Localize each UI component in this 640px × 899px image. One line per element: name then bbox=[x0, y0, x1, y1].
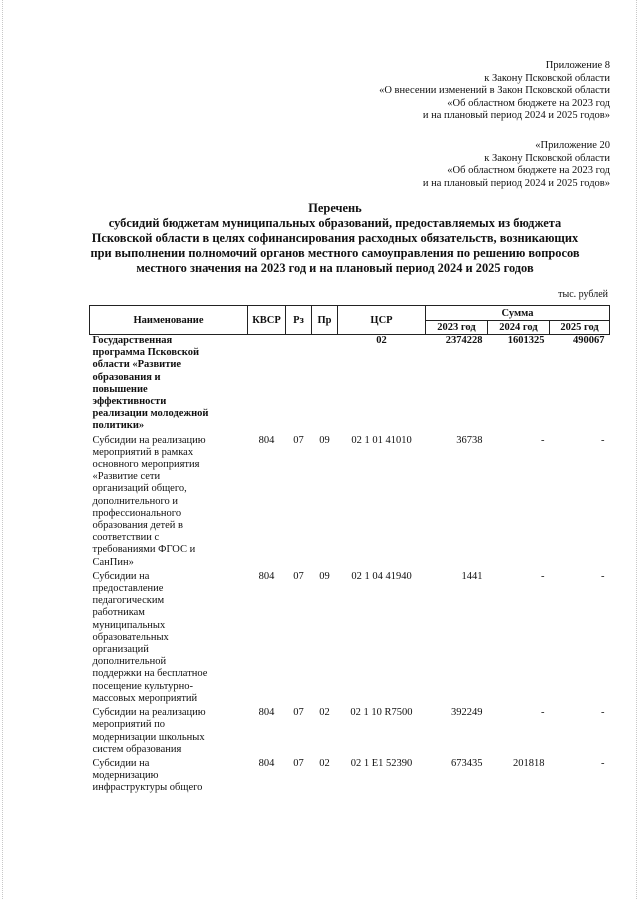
name-line: основного мероприятия bbox=[92, 459, 200, 471]
name-line: муниципальных bbox=[92, 619, 166, 631]
row-kvsr: 804 bbox=[258, 570, 275, 582]
name-line: Субсидии на bbox=[92, 570, 150, 582]
name-line: Субсидии на реализацию bbox=[92, 434, 206, 446]
name-line: программа Псковской bbox=[92, 347, 200, 359]
row-csr: 02 1 01 41010 bbox=[351, 434, 412, 446]
name-line: мероприятий в рамках bbox=[92, 446, 194, 458]
header-2023: 2023 год bbox=[426, 321, 488, 335]
row-rz: 07 bbox=[293, 434, 304, 446]
header-csr: ЦСР bbox=[338, 306, 426, 335]
appendix-8-block bbox=[379, 60, 610, 123]
row-2024: - bbox=[541, 434, 545, 446]
row-2023: 2374228 bbox=[445, 335, 483, 346]
name-line: педагогическим bbox=[92, 595, 165, 607]
row-kvsr: 804 bbox=[258, 757, 275, 769]
name-line: инфраструктуры общего bbox=[92, 782, 203, 794]
appendix-line: и на плановый период 2024 и 2025 годов» bbox=[422, 110, 610, 122]
table-row bbox=[90, 435, 610, 571]
header-rz: Рз bbox=[286, 306, 312, 335]
name-line: организаций общего, bbox=[92, 483, 187, 495]
name-line: массовых мероприятий bbox=[92, 692, 198, 704]
row-csr: 02 1 04 41940 bbox=[351, 570, 412, 582]
row-rz: 07 bbox=[293, 757, 304, 769]
name-line: Субсидии на реализацию bbox=[92, 707, 206, 719]
row-2023: 392249 bbox=[451, 707, 483, 719]
row-pr: 09 bbox=[319, 434, 330, 446]
row-csr: 02 1 10 R7500 bbox=[350, 707, 413, 719]
name-line: требованиями ФГОС и bbox=[92, 544, 196, 556]
appendix-line: и на плановый период 2024 и 2025 годов» bbox=[422, 177, 610, 189]
name-line: посещение культурно- bbox=[92, 680, 194, 692]
appendix-20-block bbox=[423, 140, 610, 190]
appendix-line: «Приложение 20 bbox=[535, 140, 610, 151]
row-name bbox=[90, 435, 248, 571]
row-2025: 490067 bbox=[573, 335, 605, 346]
header-pr: Пр bbox=[312, 306, 338, 335]
row-2025: - bbox=[601, 707, 605, 719]
name-line: образования детей в bbox=[92, 520, 183, 532]
subsidies-table bbox=[89, 305, 610, 797]
scan-edge-left bbox=[2, 0, 3, 899]
name-line: организаций bbox=[92, 644, 149, 656]
row-2025: - bbox=[601, 757, 605, 769]
appendix-line: «Об областном бюджете на 2023 год bbox=[447, 165, 610, 177]
row-rz bbox=[286, 335, 312, 435]
header-name: Наименование bbox=[90, 306, 248, 335]
appendix-line: «Об областном бюджете на 2023 год bbox=[447, 97, 610, 109]
name-line: политики» bbox=[92, 420, 145, 432]
row-name bbox=[90, 758, 248, 797]
scan-edge-right bbox=[636, 0, 637, 899]
name-line: СанПин» bbox=[92, 556, 134, 568]
appendix-line: «О внесении изменений в Закон Псковской области bbox=[379, 85, 610, 97]
document-title bbox=[60, 201, 610, 276]
row-2023: 36738 bbox=[456, 434, 483, 446]
row-rz: 07 bbox=[293, 570, 304, 582]
row-kvsr bbox=[248, 335, 286, 435]
row-kvsr: 804 bbox=[258, 707, 275, 719]
name-line: Государственная bbox=[92, 335, 173, 346]
row-kvsr: 804 bbox=[258, 434, 275, 446]
table-row bbox=[90, 571, 610, 707]
appendix-line: к Закону Псковской области bbox=[484, 152, 610, 164]
row-2025: - bbox=[601, 570, 605, 582]
row-pr bbox=[312, 335, 338, 435]
row-2024: - bbox=[541, 570, 545, 582]
table-row bbox=[90, 758, 610, 797]
row-name bbox=[90, 335, 248, 435]
name-line: работникам bbox=[92, 607, 145, 619]
name-line: Субсидии на bbox=[92, 757, 150, 769]
name-line: образования и bbox=[92, 371, 161, 383]
row-pr: 02 bbox=[319, 757, 330, 769]
row-2025: - bbox=[601, 434, 605, 446]
header-2025: 2025 год bbox=[550, 321, 610, 335]
row-2023: 1441 bbox=[461, 570, 483, 582]
header-2024: 2024 год bbox=[488, 321, 550, 335]
name-line: мероприятий по bbox=[92, 719, 165, 731]
row-name bbox=[90, 571, 248, 707]
title-line: субсидий бюджетам муниципальных образований, предоставляемых из бюджета bbox=[108, 216, 562, 230]
row-csr: 02 bbox=[376, 335, 387, 346]
row-2023: 673435 bbox=[451, 757, 483, 769]
name-line: эффективности bbox=[92, 396, 167, 408]
name-line: области «Развитие bbox=[92, 359, 182, 371]
name-line: реализации молодежной bbox=[92, 408, 209, 420]
row-pr: 09 bbox=[319, 570, 330, 582]
name-line: систем образования bbox=[92, 743, 182, 755]
name-line: модернизации школьных bbox=[92, 731, 205, 743]
row-2024: 1601325 bbox=[507, 335, 545, 346]
name-line: образовательных bbox=[92, 631, 169, 643]
header-sum: Сумма bbox=[426, 306, 610, 321]
unit-label: тыс. рублей bbox=[558, 289, 608, 300]
name-line: «Развитие сети bbox=[92, 471, 161, 483]
header-kvsr: КВСР bbox=[248, 306, 286, 335]
title-line: местного значения на 2023 год и на плановый период 2024 и 2025 годов bbox=[136, 261, 534, 275]
title-line: при выполнении полномочий органов местного самоуправления по решению вопросов bbox=[90, 246, 580, 260]
name-line: дополнительной bbox=[92, 656, 167, 668]
name-line: поддержки на бесплатное bbox=[92, 668, 208, 680]
row-2024: - bbox=[541, 707, 545, 719]
table-row bbox=[90, 707, 610, 758]
row-rz: 07 bbox=[293, 707, 304, 719]
row-csr: 02 1 E1 52390 bbox=[350, 757, 413, 769]
name-line: модернизацию bbox=[92, 770, 159, 782]
name-line: повышение bbox=[92, 383, 148, 395]
name-line: дополнительного и bbox=[92, 495, 178, 507]
name-line: предоставление bbox=[92, 583, 164, 595]
row-name bbox=[90, 707, 248, 758]
appendix-line: Приложение 8 bbox=[545, 60, 610, 71]
table-row bbox=[90, 335, 610, 435]
appendix-line: к Закону Псковской области bbox=[484, 72, 610, 84]
row-2024: 201818 bbox=[513, 757, 545, 769]
name-line: соответствии с bbox=[92, 532, 160, 544]
title-line: Псковской области в целях софинансирования расходных обязательств, возникающих bbox=[91, 231, 579, 245]
title-line: Перечень bbox=[308, 201, 362, 215]
name-line: профессионального bbox=[92, 507, 182, 519]
row-pr: 02 bbox=[319, 707, 330, 719]
